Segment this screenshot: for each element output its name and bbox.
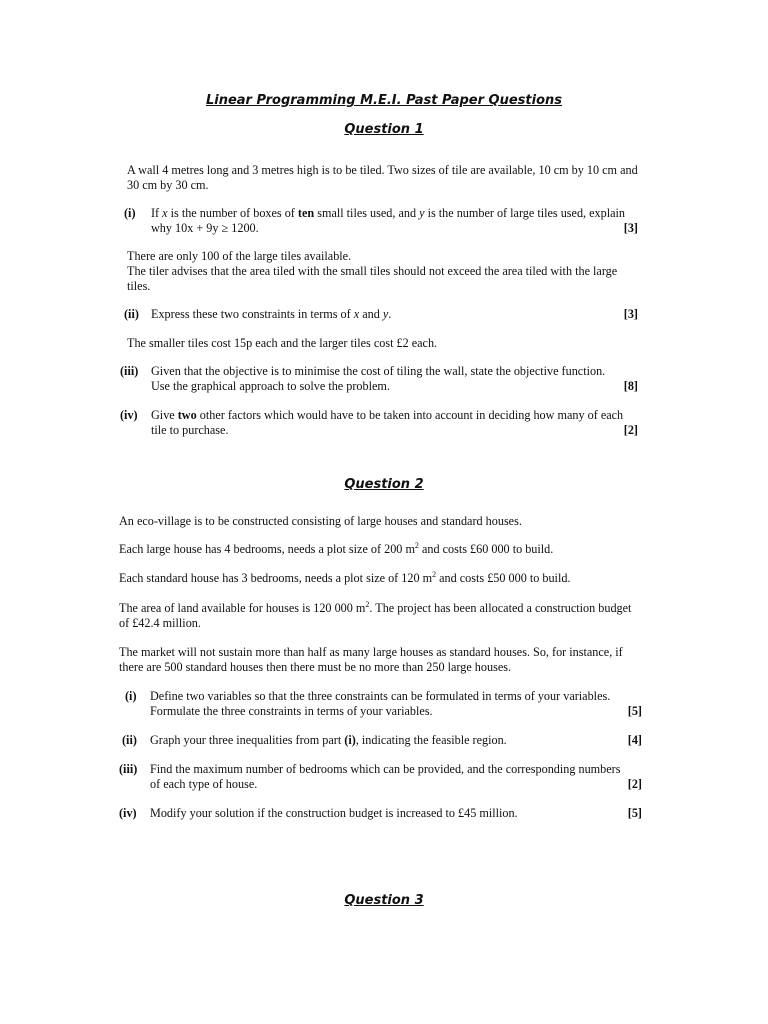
q1-intro-line-2: 30 cm by 30 cm. bbox=[127, 178, 209, 192]
marks: [3] bbox=[623, 307, 638, 321]
q2-intro bbox=[119, 514, 642, 529]
part-number: (i) bbox=[125, 689, 137, 703]
part-number: (iv) bbox=[120, 408, 138, 422]
part-reference: (i) bbox=[344, 733, 356, 747]
text: , indicating the feasible region. bbox=[355, 733, 507, 747]
q1-part-i bbox=[124, 206, 638, 238]
superscript: 2 bbox=[365, 599, 370, 609]
text: and bbox=[359, 307, 383, 321]
text-line: There are only 100 of the large tiles available. bbox=[127, 249, 352, 263]
var-x: x bbox=[353, 307, 360, 321]
q1-intro-line-1: A wall 4 metres long and 3 metres high is to be tiled. Two sizes of tile are available, 10 cm by 10 cm and bbox=[127, 163, 638, 177]
part-text bbox=[151, 307, 638, 322]
text: . bbox=[388, 307, 392, 321]
text: Give bbox=[151, 408, 178, 422]
text-line: Define two variables so that the three constraints can be formulated in terms of your variables. bbox=[150, 689, 611, 703]
text-line: tile to purchase. bbox=[151, 423, 229, 437]
part-text bbox=[150, 806, 642, 821]
text-line: The tiler advises that the area tiled with the small tiles should not exceed the area tiled with the large bbox=[127, 264, 618, 278]
document-title: Linear Programming M.E.I. Past Paper Questions bbox=[205, 93, 563, 108]
superscript: 2 bbox=[414, 540, 419, 550]
question-3-heading: Question 3 bbox=[344, 893, 424, 908]
q1-cost-text bbox=[127, 336, 642, 351]
text-line: The smaller tiles cost 15p each and the larger tiles cost £2 each. bbox=[127, 336, 438, 350]
inequality-line: why 10x + 9y ≥ 1200. bbox=[151, 221, 259, 235]
marks: [5] bbox=[627, 704, 642, 718]
q2-part-iv bbox=[119, 806, 642, 822]
q1-intro bbox=[127, 163, 642, 193]
marks: [5] bbox=[627, 806, 642, 820]
part-number: (iii) bbox=[119, 762, 138, 776]
bold-word: ten bbox=[297, 206, 315, 220]
part-number: (iv) bbox=[119, 806, 137, 820]
part-text bbox=[151, 364, 638, 394]
question-2-heading: Question 2 bbox=[344, 477, 424, 492]
part-text bbox=[150, 762, 642, 792]
text-line: Use the graphical approach to solve the problem. bbox=[151, 379, 390, 393]
text: The area of land available for houses is 120 000 m bbox=[119, 601, 366, 615]
part-number: (ii) bbox=[122, 733, 137, 747]
text-line: The market will not sustain more than half as many large houses as standard houses. So, for instance, if bbox=[119, 645, 623, 659]
part-text bbox=[150, 689, 642, 719]
part-text bbox=[150, 733, 642, 748]
text: and costs £60 000 to build. bbox=[418, 542, 554, 556]
q1-part-iv bbox=[120, 408, 638, 440]
q2-part-i bbox=[119, 689, 642, 721]
text-line: of each type of house. bbox=[150, 777, 258, 791]
text-line: Formulate the three constraints in terms of your variables. bbox=[150, 704, 433, 718]
text: If bbox=[151, 206, 163, 220]
q2-part-iii bbox=[119, 762, 642, 794]
marks: [2] bbox=[627, 777, 642, 791]
part-number: (iii) bbox=[120, 364, 139, 378]
var-y: y bbox=[419, 206, 425, 220]
text: is the number of boxes of bbox=[167, 206, 298, 220]
text: Graph your three inequalities from part bbox=[150, 733, 345, 747]
q1-part-iii bbox=[120, 364, 638, 396]
text: Each standard house has 3 bedrooms, needs a plot size of 120 m bbox=[119, 571, 433, 585]
q2-market bbox=[119, 645, 642, 675]
text-line: An eco-village is to be constructed consisting of large houses and standard houses. bbox=[119, 514, 522, 528]
text: Each large house has 4 bedrooms, needs a plot size of 200 m bbox=[119, 542, 415, 556]
part-text bbox=[151, 206, 638, 236]
var-x: x bbox=[162, 206, 168, 220]
part-number: (ii) bbox=[124, 307, 139, 321]
part-text bbox=[151, 408, 638, 438]
text-line: Find the maximum number of bedrooms which can be provided, and the corresponding numbers bbox=[150, 762, 621, 776]
question-1-heading: Question 1 bbox=[344, 122, 424, 137]
text-line: of £42.4 million. bbox=[119, 616, 201, 630]
q1-constraints-text bbox=[127, 249, 642, 294]
text: other factors which would have to be taken into account in deciding how many of each bbox=[196, 408, 624, 422]
text: is the number of large tiles used, explain bbox=[424, 206, 626, 220]
marks: [4] bbox=[627, 733, 642, 747]
superscript: 2 bbox=[432, 569, 437, 579]
text-line: Modify your solution if the construction budget is increased to £45 million. bbox=[150, 806, 518, 820]
text-line: Given that the objective is to minimise the cost of tiling the wall, state the objective function. bbox=[151, 364, 606, 378]
bold-word: two bbox=[177, 408, 197, 422]
text: small tiles used, and bbox=[314, 206, 420, 220]
part-number: (i) bbox=[124, 206, 136, 220]
text: Express these two constraints in terms of bbox=[151, 307, 354, 321]
q2-large-house bbox=[119, 542, 642, 557]
q2-standard-house bbox=[119, 571, 642, 586]
text: and costs £50 000 to build. bbox=[436, 571, 571, 585]
var-y: y bbox=[382, 307, 389, 321]
marks: [2] bbox=[623, 423, 638, 437]
q2-land-budget bbox=[119, 601, 642, 631]
text-line: tiles. bbox=[127, 279, 151, 293]
text: . The project has been allocated a construction budget bbox=[369, 601, 632, 615]
q2-part-ii bbox=[119, 733, 642, 749]
marks: [8] bbox=[623, 379, 638, 393]
text-line: there are 500 standard houses then there must be no more than 250 large houses. bbox=[119, 660, 512, 674]
marks: [3] bbox=[623, 221, 638, 235]
q1-part-ii bbox=[124, 307, 638, 323]
